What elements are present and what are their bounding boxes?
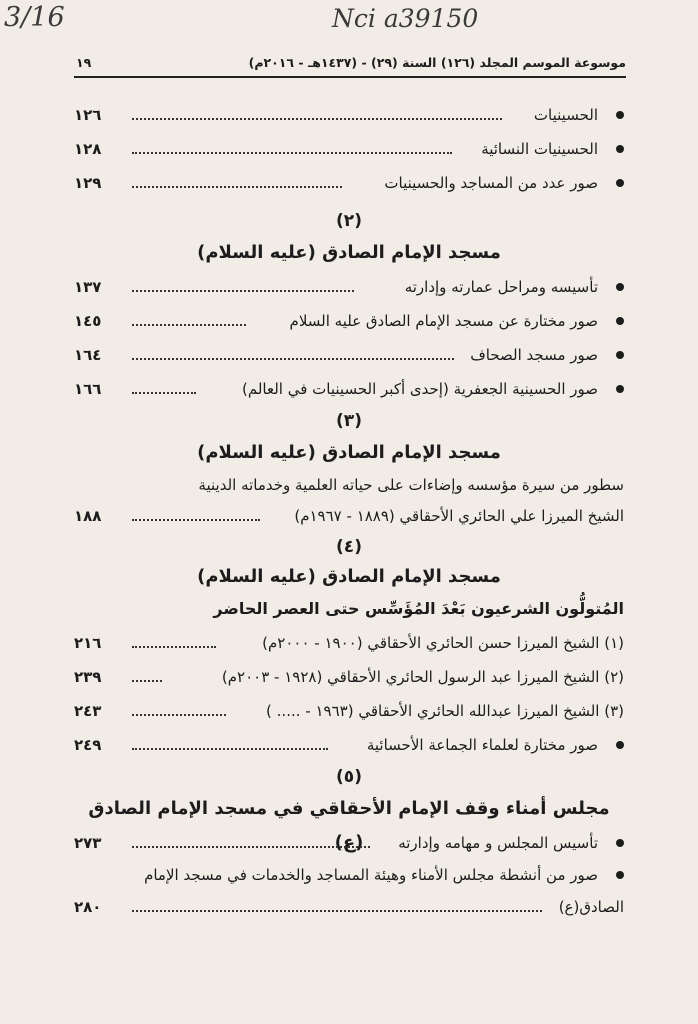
bullet-icon (616, 317, 624, 325)
entry-title: صور مختارة عن مسجد الإمام الصادق عليه السلام (289, 312, 598, 330)
entry-page: ١٨٨ (74, 507, 102, 525)
dot-leader (132, 118, 502, 120)
dot-leader (132, 910, 542, 912)
entry-title: صور مسجد الصحاف (470, 346, 598, 364)
section-title: مجلس أمناء وقف الإمام الأحقاقي في مسجد الإمام الصادق (ع) (88, 798, 610, 853)
entry-page: ١٤٥ (74, 312, 102, 330)
entry-title: تأسيس المجلس و مهامه وإدارته (398, 834, 598, 852)
bullet-icon (616, 871, 624, 879)
section-title: مسجد الإمام الصادق (عليه السلام) (197, 442, 501, 463)
entry-title: (٢) الشيخ الميرزا عبد الرسول الحائري الأحقاقي (١٩٢٨ - ٢٠٠٣م) (221, 668, 624, 686)
dot-leader (132, 152, 452, 154)
bullet-icon (616, 179, 624, 187)
toc-entry (74, 826, 624, 860)
dot-leader (132, 392, 196, 394)
section-number: (٣) (336, 411, 362, 431)
toc-entry (74, 660, 624, 694)
entry-title: صور مختارة لعلماء الجماعة الأحسائية (366, 736, 598, 754)
dot-leader (132, 290, 354, 292)
entry-page: ٢٤٩ (74, 736, 102, 754)
toc-entry (74, 372, 624, 406)
entry-page: ٢٧٣ (74, 834, 102, 852)
toc-entry (74, 694, 624, 728)
toc-entry (74, 98, 624, 132)
handwritten-catalog-code: Nci a39150 (332, 4, 479, 33)
entry-page: ٢١٦ (74, 634, 102, 652)
dot-leader (132, 324, 246, 326)
dot-leader (132, 358, 454, 360)
toc-entry (74, 166, 624, 200)
entry-title-continued: الصادق(ع) (558, 898, 624, 916)
section-number: (٥) (336, 767, 362, 787)
entry-page: ٢٨٠ (74, 898, 102, 916)
section-number: (٢) (336, 211, 362, 231)
entry-title: صور عدد من المساجد والحسينيات (384, 174, 598, 192)
dot-leader (132, 714, 226, 716)
entry-page: ١٣٧ (74, 278, 102, 296)
dot-leader (132, 646, 216, 648)
section-title: مسجد الإمام الصادق (عليه السلام) (197, 242, 501, 263)
bullet-icon (616, 145, 624, 153)
entry-title: صور الحسينية الجعفرية (إحدى أكبر الحسينيات في العالم) (242, 380, 598, 398)
entry-title: الشيخ الميرزا علي الحائري الأحقاقي (١٨٨٩ - ١٩٦٧م) (294, 507, 624, 525)
bullet-icon (616, 839, 624, 847)
toc-entry (74, 500, 624, 532)
toc-entry (74, 860, 624, 890)
entry-page: ١٦٤ (74, 346, 102, 364)
toc-entry (74, 626, 624, 660)
toc-entry (74, 338, 624, 372)
dot-leader (132, 846, 370, 848)
bullet-icon (616, 111, 624, 119)
entry-title: (٣) الشيخ الميرزا عبدالله الحائري الأحقاقي (١٩٦٣ - ..... ) (266, 702, 624, 720)
dot-leader (132, 519, 260, 521)
toc-entry (74, 132, 624, 166)
toc-entry (74, 270, 624, 304)
entry-title: صور من أنشطة مجلس الأمناء وهيئة المساجد والخدمات في مسجد الإمام (144, 866, 598, 884)
bullet-icon (616, 741, 624, 749)
section-title: مسجد الإمام الصادق (عليه السلام) (197, 566, 501, 587)
entry-page: ٢٤٣ (74, 702, 102, 720)
toc-entry (74, 728, 624, 762)
header-rule (74, 76, 626, 78)
bullet-icon (616, 351, 624, 359)
table-of-contents (74, 98, 624, 924)
bullet-icon (616, 385, 624, 393)
entry-page: ١٦٦ (74, 380, 102, 398)
entry-title: (١) الشيخ الميرزا حسن الحائري الأحقاقي (١٩٠٠ - ٢٠٠٠م) (262, 634, 624, 652)
entry-page: ١٢٩ (74, 174, 102, 192)
section-subtitle: المُتولُّون الشرعيون بَعْدَ المُؤَسِّس حتى العصر الحاضر (213, 599, 624, 618)
entry-title: الحسينيات النسائية (481, 140, 598, 158)
section-number: (٤) (336, 537, 362, 557)
handwritten-page-mark: 3/16 (4, 2, 65, 33)
header-title: موسوعة الموسم المجلد (١٢٦) السنة (٢٩) - (١٤٣٧هـ - ٢٠١٦م) (248, 55, 626, 70)
toc-entry (74, 304, 624, 338)
entry-title: الحسينيات (533, 106, 598, 124)
entry-page: ١٢٨ (74, 140, 102, 158)
entry-page: ١٢٦ (74, 106, 102, 124)
header-page-number: ١٩ (76, 55, 92, 70)
running-header (76, 55, 626, 77)
dot-leader (132, 680, 162, 682)
entry-title: تأسيسه ومراحل عمارته وإدارته (404, 278, 598, 296)
bullet-icon (616, 283, 624, 291)
dot-leader (132, 748, 328, 750)
dot-leader (132, 186, 342, 188)
section-description: سطور من سيرة مؤسسه وإضاءات على حياته العلمية وخدماته الدينية (198, 476, 624, 494)
toc-entry-continued (74, 890, 624, 924)
entry-page: ٢٣٩ (74, 668, 102, 686)
